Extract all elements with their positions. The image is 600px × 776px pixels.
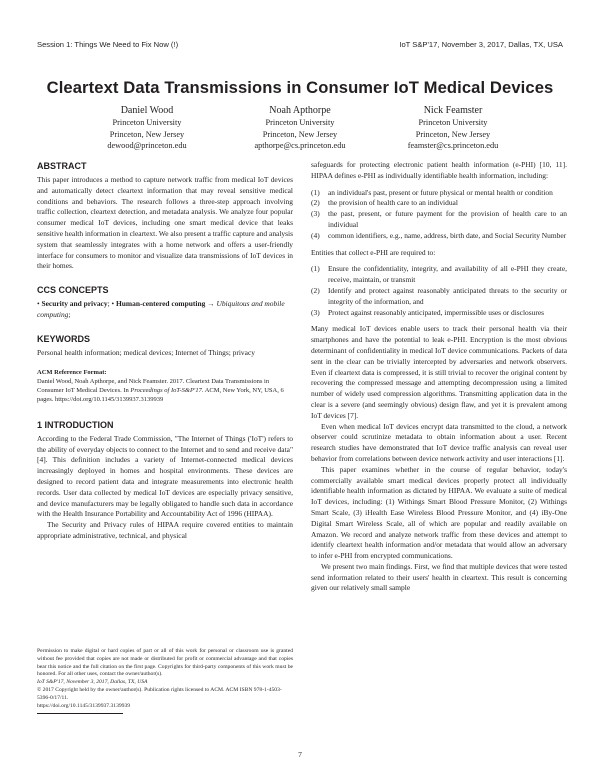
ccs-concept-2-sub: Ubiquitous and mobile computing	[37, 299, 285, 319]
author-email: dewood@princeton.edu	[107, 141, 187, 151]
acm-reference-body: Daniel Wood, Noah Apthorpe, and Nick Feamster. 2017. Cleartext Data Transmissions in Consumer IoT Medical Devices. In	[37, 377, 270, 395]
ccs-concept-1: Security and privacy	[41, 299, 108, 309]
author-location: Princeton, New Jersey	[415, 129, 491, 139]
author-name: Noah Apthorpe	[269, 105, 331, 116]
paper-title: Cleartext Data Transmissions in Consumer IoT Medical Devices	[46, 78, 554, 97]
running-header-right: IoT S&P'17, November 3, 2017, Dallas, TX, USA	[399, 40, 563, 49]
ccs-heading: CCS CONCEPTS	[37, 285, 109, 296]
author-affiliation: Princeton University	[112, 118, 182, 127]
acm-reference-heading: ACM Reference Format:	[37, 368, 107, 376]
body-paragraph: safeguards for protecting electronic patient health information (e-PHI) [10, 11]. HIPAA defines e-PHI as individually identifiable health information, including:	[311, 160, 567, 180]
author-email: feamster@cs.princeton.edu	[407, 141, 499, 151]
list-item: (4) common identifiers, e.g., name, address, birth date, and Social Security Number	[311, 230, 567, 240]
author-location: Princeton, New Jersey	[262, 129, 338, 139]
ccs-bullet: •	[37, 299, 40, 309]
body-paragraph: This paper examines whether in the course of regular behavior, today's commercially available smart medical devices properly protect all individually identifiable health information as dictated by HIPAA. We evaluate a suite of medical IoT devices, including: (1) Withings Smart Blood Pressure Monitor, (2) Withings Smart Scale, (3) iHealth Ease Wireless Blood Pressure Monitor, and (4) iBy-One Digital Smart Wireless Scale, all of which are popular and readily available on Amazon. We record and analyze network traffic from these devices and attempt to identify cleartext health information and/or metadata that would allow an adversary to infer e-PHI from encrypted communications.	[311, 464, 567, 561]
ccs-end: ;	[68, 309, 71, 319]
body-paragraph: We present two main findings. First, we find that multiple devices that were tested send information related to their users' health in cleartext. This result is concerning given our relatively small sample	[311, 561, 567, 593]
acm-reference-text	[37, 377, 293, 405]
author-name: Nick Feamster	[423, 105, 483, 116]
footnote-rule	[37, 713, 123, 714]
ccs-concepts	[37, 299, 293, 321]
body-paragraph: Entities that collect e-PHI are required to:	[311, 247, 436, 257]
requirements-list	[311, 264, 567, 318]
author-affiliation: Princeton University	[265, 118, 335, 127]
abstract-text: This paper introduces a method to capture network traffic from medical IoT devices and automatically detect cleartext information that may reveal sensitive medical conditions and behaviors. The research follows a three-step approach involving traffic collection, cleartext detection, and metadata analysis. We analyze four popular consumer medical IoT devices, including one smart medical device that leaks sensitive health information in cleartext. We also present a traffic capture and analysis system that seamlessly integrates with a home network and offers a user-friendly interface for consumers to monitor and visualize data transmissions of IoT devices in their homes.	[37, 175, 293, 271]
left-column	[37, 160, 293, 542]
footnote-venue: IoT S&P'17, November 3, 2017, Dallas, TX, USA	[37, 679, 148, 686]
keywords-heading: KEYWORDS	[37, 333, 91, 344]
body-paragraph: Many medical IoT devices enable users to track their personal health via their smartphones and have the potential to leak e-PHI. Encryption is the most obvious determinant of confidentiality in medical IoT device communications. Packets of data sent in the clear can be trivially intercepted by adversaries and network observers. Even if cleartext data is compressed, it is still trivial to recover the original content by recovering the compressed message and attempting decompression using a limited number of widely used compression algorithms. Transmitting application data in the clear is a severe (and seemingly obvious) design flaw, and yet it is prevalent among IoT devices [7].	[311, 324, 567, 420]
footnote-doi: https://doi.org/10.1145/3139937.3139939	[37, 702, 131, 709]
footnote-copyright: © 2017 Copyright held by the owner/author(s). Publication rights licensed to ACM. ACM ISBN 978-1-4503-5396-0/17/11.	[37, 686, 282, 701]
list-item: (3) Protect against reasonably anticipated, impermissible uses or disclosures	[311, 307, 545, 317]
introduction-heading: 1 INTRODUCTION	[37, 419, 114, 430]
author-email: apthorpe@cs.princeton.edu	[254, 141, 346, 151]
introduction-paragraph: According to the Federal Trade Commission, "The Internet of Things ('IoT') refers to the ability of everyday objects to connect to the Internet and to send and receive data" [4]. This definition includes a variety of Internet-connected medical devices increasingly deployed in homes and hospital environments. These devices are designed to record patient data and integrate measurements into electronic health records. User data collected by medical IoT devices are especially privacy sensitive, and device manufacturers may be legally obligated to handle such data in accordance with the Health Insurance Portability and Accountability Act of 1996 (HIPAA).	[37, 433, 293, 519]
acm-reference-venue: Proceedings of IoT-S&P'17	[130, 387, 202, 395]
list-item: (2) the provision of health care to an individual	[311, 198, 458, 208]
right-column	[311, 160, 567, 594]
author-block	[358, 104, 548, 152]
author-affiliation: Princeton University	[418, 118, 488, 127]
introduction-paragraph: The Security and Privacy rules of HIPAA require covered entities to maintain appropriate administrative, technical, and physical	[37, 520, 293, 540]
list-item: (1) an individual's past, present or future physical or mental health or condition	[311, 187, 553, 197]
footnote-block	[37, 648, 293, 710]
ccs-separator: ; •	[107, 299, 115, 309]
list-item: (3) the past, present, or future payment for the provision of health care to an individual	[311, 209, 567, 229]
page-number: 7	[298, 750, 302, 759]
running-header-left: Session 1: Things We Need to Fix Now (!)	[37, 40, 179, 49]
author-name: Daniel Wood	[120, 105, 174, 116]
footnote-permission: Permission to make digital or hard copies of part or all of this work for personal or classroom use is granted without fee provided that copies are not made or distributed for profit or commercial advantage and that copies bear this notice and the full citation on the first page. Copyrights for third-party components of this work must be honored. For all other uses, contact the owner/author(s).	[37, 648, 293, 678]
body-paragraph: Even when medical IoT devices encrypt data transmitted to the cloud, a network observer could scrutinize metadata to obtain information about a user. Recent research studies have demonstrated that IoT device traffic analysis can reveal user behavior from correlations between device network activity and user interactions [1].	[311, 421, 567, 463]
keywords-text: Personal health information; medical devices; Internet of Things; privacy	[37, 347, 255, 357]
author-location: Princeton, New Jersey	[109, 129, 185, 139]
ephi-definition-list	[311, 188, 567, 242]
abstract-heading: ABSTRACT	[37, 161, 87, 171]
ccs-arrow: →	[205, 299, 217, 309]
ccs-concept-2: Human-centered computing	[115, 299, 206, 309]
acm-reference-tail: . ACM, New York, NY, USA, 6 pages. https://doi.org/10.1145/3139937.3139939	[37, 387, 284, 404]
list-item: (2) Identify and protect against reasonably anticipated threats to the security or integrity of the information, and	[311, 285, 567, 306]
list-item: (1) Ensure the confidentiality, integrity, and availability of all e-PHI they create, receive, maintain, or transmit	[311, 264, 567, 285]
